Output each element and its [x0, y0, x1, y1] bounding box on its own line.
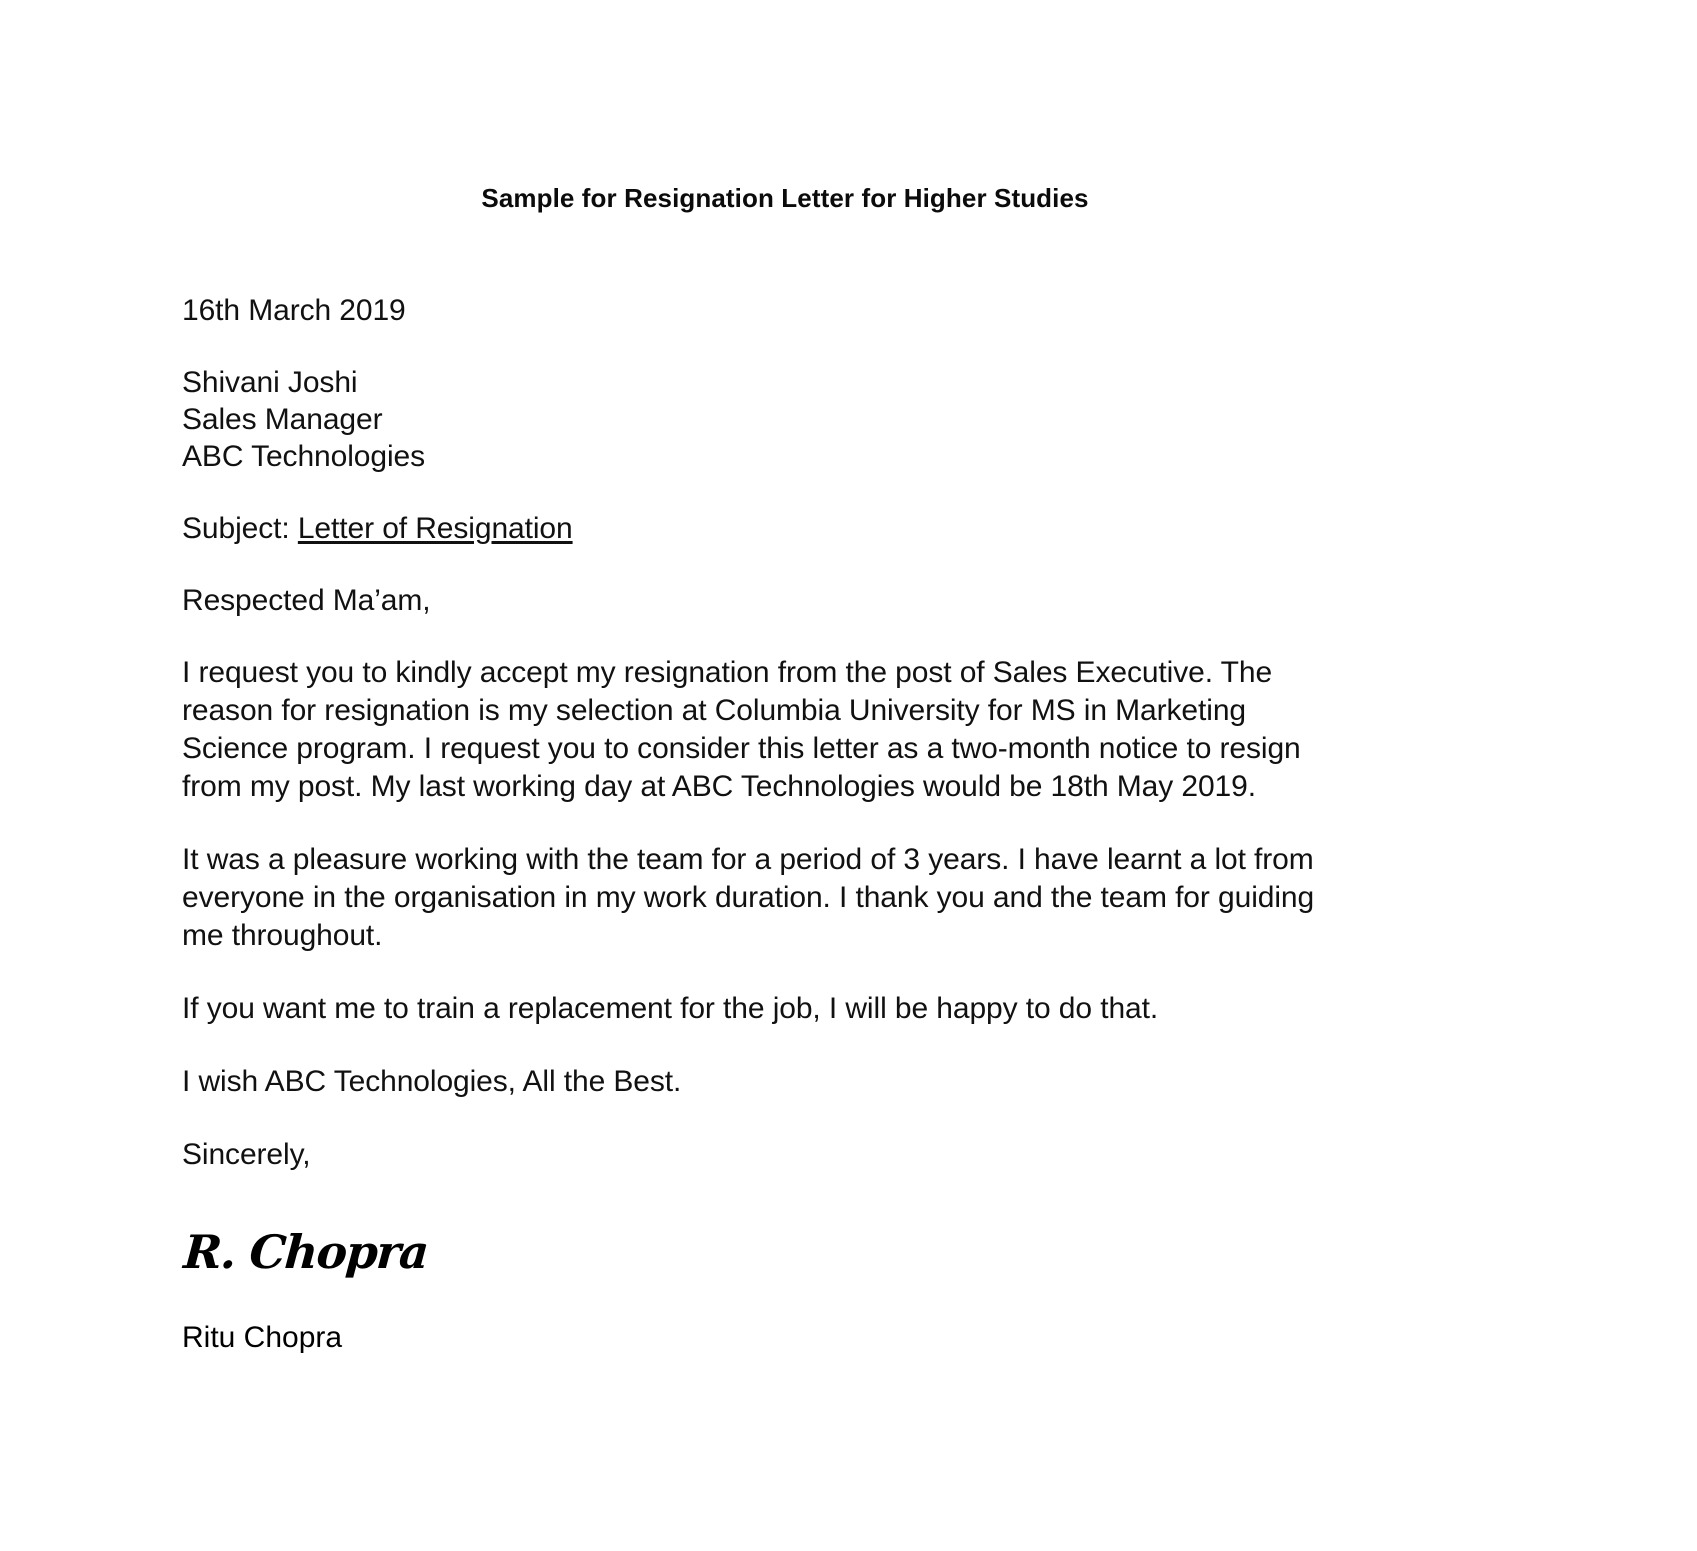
subject-value: Letter of Resignation: [297, 512, 573, 545]
page-title: Sample for Resignation Letter for Higher Studies: [481, 183, 1089, 213]
recipient-job-title: Sales Manager: [182, 403, 383, 436]
letter-body: [182, 292, 1377, 1356]
paragraph-line: Science program. I request you to consider this letter as a two-month notice to resign: [182, 732, 1301, 765]
letter-date: 16th March 2019: [182, 294, 406, 327]
closing-text: Sincerely,: [182, 1138, 311, 1171]
body-paragraph-training-offer: [182, 990, 1377, 1028]
paragraph-line: me throughout.: [182, 919, 383, 952]
signer-name: Ritu Chopra: [182, 1321, 343, 1354]
paragraph-line: from my post. My last working day at ABC Technologies would be 18th May 2019.: [182, 770, 1256, 803]
handwritten-signature: R. Chopra: [182, 1225, 430, 1279]
recipient-address-block: [182, 364, 1377, 475]
paragraph-line: I wish ABC Technologies, All the Best.: [182, 1065, 682, 1098]
salutation-text: Respected Ma’am,: [182, 584, 431, 617]
closing-salutation: [182, 1136, 1377, 1173]
subject-line: [182, 510, 1377, 547]
body-paragraph-appreciation: [182, 841, 1377, 955]
body-paragraph-well-wishes: [182, 1063, 1377, 1101]
paragraph-line: It was a pleasure working with the team for a period of 3 years. I have learnt a lot from: [182, 843, 1314, 876]
body-paragraph-resignation-request: [182, 654, 1377, 806]
paragraph-line: reason for resignation is my selection at Columbia University for MS in Marketing: [182, 694, 1246, 727]
subject-label: Subject:: [182, 512, 298, 545]
paragraph-line: If you want me to train a replacement for the job, I will be happy to do that.: [182, 992, 1159, 1025]
paragraph-line: everyone in the organisation in my work duration. I thank you and the team for guiding: [182, 881, 1315, 914]
paragraph-line: I request you to kindly accept my resignation from the post of Sales Executive. The: [182, 656, 1273, 689]
letter-date-block: [182, 292, 1377, 329]
recipient-name: Shivani Joshi: [182, 366, 358, 399]
signature-block: [182, 1225, 1377, 1356]
recipient-company: ABC Technologies: [182, 440, 425, 473]
salutation: [182, 582, 1377, 619]
